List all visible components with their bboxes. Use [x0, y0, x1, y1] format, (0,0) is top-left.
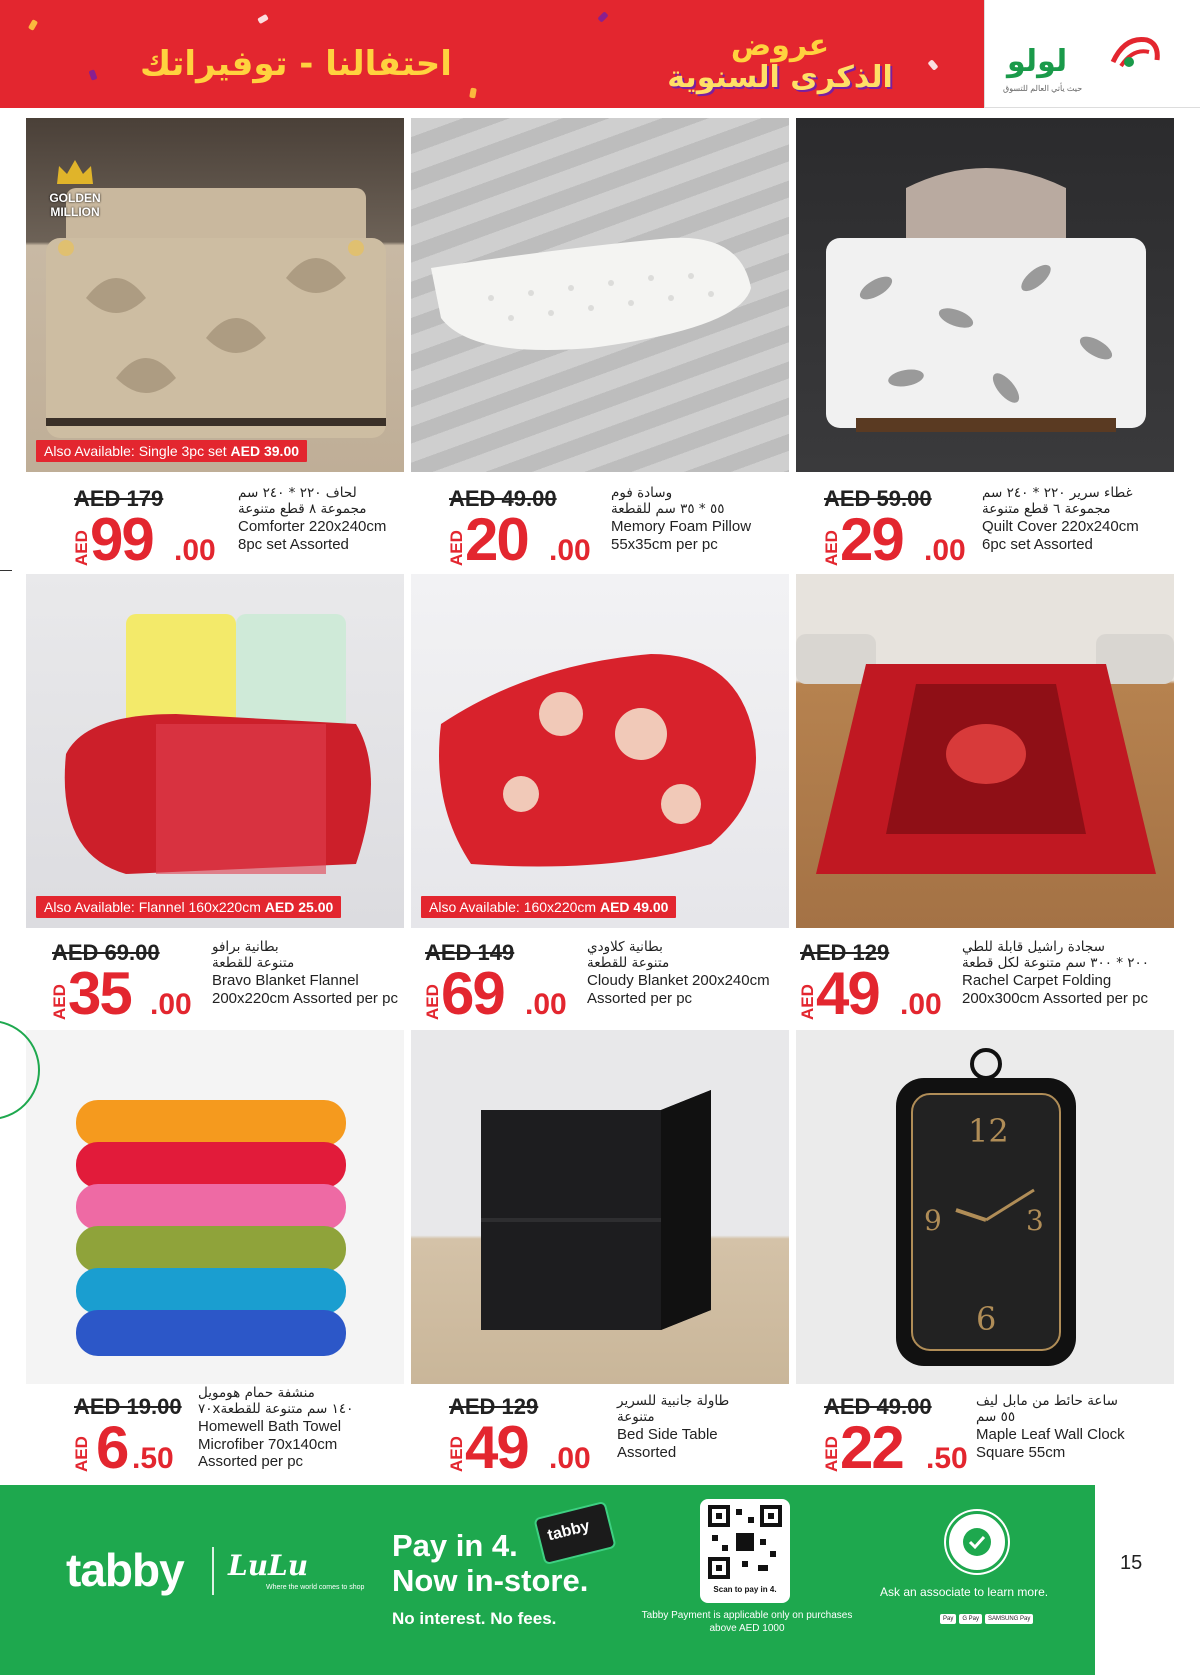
old-price: AED 129	[800, 940, 890, 965]
product-description: سجادة راشيل قابلة للطي ٢٠٠ * ٣٠٠ سم متنوعة لكل قطعة Rachel Carpet Folding 200x300cm Assorted per pc	[962, 939, 1150, 1007]
confetti	[28, 19, 38, 31]
checkmark-icon	[949, 1514, 1005, 1570]
folded-blanket-illustration	[411, 574, 789, 928]
currency-label: AED	[822, 530, 841, 566]
product-description: ساعة حائط من مابل ليف ٥٥ سم Maple Leaf Wall Clock Square 55cm	[976, 1393, 1125, 1461]
old-price: AED 59.00	[824, 486, 932, 511]
pillow-image	[411, 118, 789, 472]
pay-subline: No interest. No fees.	[392, 1609, 557, 1628]
logo-arabic-text: لولو	[1007, 44, 1068, 79]
price-decimal: .50	[926, 1442, 968, 1475]
price-decimal: .00	[525, 988, 567, 1021]
tabby-card-icon: tabby	[533, 1501, 616, 1565]
header-slogan: احتفالنا - توفيراتك	[140, 44, 452, 84]
blanket-rolls-illustration	[26, 574, 404, 928]
qr-caption: Scan to pay in 4.	[713, 1585, 777, 1594]
price-integer: 22	[840, 1414, 903, 1481]
price-integer: 29	[840, 506, 903, 573]
crown-icon	[55, 158, 95, 186]
price-decimal: .50	[132, 1442, 174, 1475]
product-card[interactable]	[411, 1030, 789, 1480]
price-integer: 35	[68, 960, 131, 1027]
price-decimal: .00	[549, 534, 591, 567]
clock-numeral-12: 12	[968, 1112, 1009, 1150]
product-card[interactable]	[411, 574, 789, 1034]
price-integer: 20	[465, 506, 528, 573]
apple-pay-icon: Pay	[940, 1614, 956, 1624]
product-card[interactable]	[796, 118, 1174, 578]
page-number: 15	[1120, 1552, 1143, 1574]
header-banner	[0, 0, 984, 108]
price-integer: 69	[441, 960, 504, 1027]
price-decimal: .00	[150, 988, 192, 1021]
price-integer: 99	[90, 506, 153, 573]
confetti	[469, 88, 477, 99]
price-decimal: .00	[549, 1442, 591, 1475]
product-description: طاولة جانبية للسرير متنوعة Bed Side Table Assorted	[617, 1393, 730, 1461]
comforter-image	[26, 118, 404, 472]
product-card[interactable]	[26, 1030, 404, 1480]
old-price: AED 149	[425, 940, 515, 965]
lulu-footer-logo: LuLu	[228, 1549, 309, 1582]
lulu-footer-tagline: Where the world comes to shop	[266, 1584, 365, 1591]
product-description: لحاف ٢٢٠ * ٢٤٠ سم مجموعة ٨ قطع متنوعة Comforter 220x240cm 8pc set Assorted	[238, 485, 387, 553]
price-decimal: .00	[924, 534, 966, 567]
wall-clock-image	[796, 1030, 1174, 1384]
old-price: AED 19.00	[74, 1394, 182, 1419]
pay-in-4-headline: Pay in 4. Now in-store.	[392, 1528, 589, 1598]
currency-label: AED	[72, 1436, 91, 1472]
tabby-logo: tabby	[66, 1544, 184, 1596]
confetti	[88, 69, 97, 80]
quilt-illustration	[796, 118, 1174, 472]
margin-mark	[0, 570, 12, 571]
lulu-logo	[984, 0, 1200, 108]
tabby-terms-note: Tabby Payment is applicable only on purchases above AED 1000	[641, 1610, 853, 1634]
carpet-illustration	[796, 574, 1174, 928]
qr-code-icon	[708, 1505, 782, 1579]
product-card[interactable]	[796, 1030, 1174, 1480]
rachel-carpet-image	[796, 574, 1174, 928]
clock-numeral-9: 9	[924, 1204, 942, 1237]
anniversary-title	[650, 30, 910, 93]
price-decimal: .00	[174, 534, 216, 567]
old-price: AED 49.00	[449, 486, 557, 511]
cloudy-blanket-image	[411, 574, 789, 928]
tabby-footer-banner[interactable]	[0, 1485, 1095, 1675]
product-card[interactable]	[411, 118, 789, 578]
ask-associate-text: Ask an associate to learn more.	[880, 1585, 1049, 1599]
shariah-compliant-badge	[946, 1511, 1008, 1573]
anniversary-line1: عروض	[730, 28, 830, 63]
bravo-blanket-image	[26, 574, 404, 928]
bedside-table-image	[411, 1030, 789, 1384]
towel-stack-illustration	[26, 1030, 404, 1384]
currency-label: AED	[72, 530, 91, 566]
confetti	[257, 14, 269, 24]
product-card[interactable]	[26, 118, 404, 578]
clock-illustration	[796, 1030, 1174, 1384]
old-price: AED 129	[449, 1394, 539, 1419]
bedside-table-illustration	[411, 1030, 789, 1384]
logo-tagline: حيث يأتي العالم للتسوق	[1003, 84, 1083, 93]
logo-divider	[212, 1547, 214, 1595]
clock-numeral-6: 6	[976, 1300, 997, 1338]
product-description: منشفة حمام هومويل ٧٠x١٤٠ سم متنوعة للقطعة Homewell Bath Towel Microfiber 70x140cm Assorted per pc	[198, 1385, 354, 1471]
also-available-badge: Also Available: 160x220cm AED 49.00	[421, 896, 676, 918]
samsung-pay-icon: SAMSUNG Pay	[985, 1614, 1033, 1624]
currency-label: AED	[50, 984, 69, 1020]
payment-method-icons	[940, 1607, 1036, 1625]
price-integer: 49	[465, 1414, 528, 1481]
also-available-badge: Also Available: Single 3pc set AED 39.00	[36, 440, 307, 462]
product-description: وسادة فوم ٥٥ * ٣٥ سم للقطعة Memory Foam Pillow 55x35cm per pc	[611, 485, 752, 553]
google-pay-icon: G Pay	[959, 1614, 982, 1624]
price-integer: 6	[96, 1414, 128, 1481]
confetti	[597, 11, 608, 22]
product-card[interactable]	[796, 574, 1174, 1034]
also-available-badge: Also Available: Flannel 160x220cm AED 25.00	[36, 896, 341, 918]
product-description: بطانية كلاودي متنوعة للقطعة Cloudy Blanket 200x240cm Assorted per pc	[587, 939, 770, 1007]
product-description: غطاء سرير ٢٢٠ * ٢٤٠ سم مجموعة ٦ قطع متنوعة Quilt Cover 220x240cm 6pc set Assorted	[982, 485, 1139, 553]
golden-million-badge: GOLDEN MILLION	[38, 158, 112, 219]
price-decimal: .00	[900, 988, 942, 1021]
currency-label: AED	[798, 984, 817, 1020]
price-integer: 49	[816, 960, 879, 1027]
old-price: AED 179	[74, 486, 164, 511]
anniversary-line2: الذكرى السنوية	[667, 59, 893, 95]
lulu-logo-icon	[1107, 32, 1163, 76]
pillow-illustration	[411, 118, 789, 472]
clock-numeral-3: 3	[1026, 1204, 1044, 1237]
product-description: بطانية برافو متنوعة للقطعة Bravo Blanket Flannel 200x220cm Assorted per pc	[212, 939, 398, 1007]
old-price: AED 49.00	[824, 1394, 932, 1419]
currency-label: AED	[447, 1436, 466, 1472]
confetti	[927, 59, 938, 71]
currency-label: AED	[423, 984, 442, 1020]
qr-code[interactable]	[700, 1499, 790, 1603]
currency-label: AED	[822, 1436, 841, 1472]
currency-label: AED	[447, 530, 466, 566]
quilt-cover-image	[796, 118, 1174, 472]
bath-towel-image	[26, 1030, 404, 1384]
old-price: AED 69.00	[52, 940, 160, 965]
product-card[interactable]	[26, 574, 404, 1034]
